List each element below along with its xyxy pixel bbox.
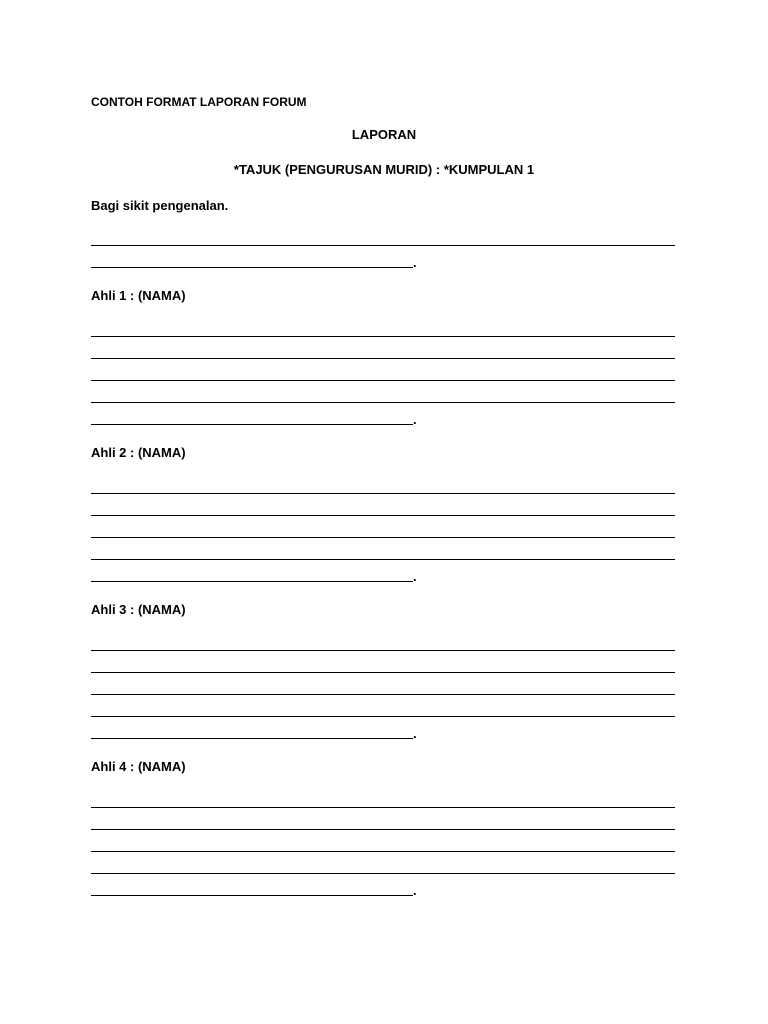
member-4-heading: Ahli 4 : (NAMA) (91, 759, 186, 774)
intro-line-period: . (413, 255, 417, 270)
member-4-line-end (91, 895, 413, 896)
member-2-line (91, 493, 675, 494)
member-1-line (91, 380, 675, 381)
member-1-line (91, 402, 675, 403)
member-1-heading: Ahli 1 : (NAMA) (91, 288, 186, 303)
member-1-line-end (91, 424, 413, 425)
member-3-line (91, 650, 675, 651)
member-1-line (91, 336, 675, 337)
intro-line (91, 245, 675, 246)
member-4-line (91, 851, 675, 852)
document-label: CONTOH FORMAT LAPORAN FORUM (91, 95, 307, 109)
member-2-line-end (91, 581, 413, 582)
member-4-line-period: . (413, 883, 417, 898)
member-2-line-period: . (413, 569, 417, 584)
member-1-line (91, 358, 675, 359)
member-3-heading: Ahli 3 : (NAMA) (91, 602, 186, 617)
member-2-line (91, 515, 675, 516)
member-3-line (91, 672, 675, 673)
member-3-line-end (91, 738, 413, 739)
member-3-line (91, 694, 675, 695)
member-2-line (91, 559, 675, 560)
report-title: LAPORAN (351, 127, 417, 142)
member-1-line-period: . (413, 412, 417, 427)
report-subtitle: *TAJUK (PENGURUSAN MURID) : *KUMPULAN 1 (233, 162, 535, 177)
member-4-line (91, 807, 675, 808)
member-2-heading: Ahli 2 : (NAMA) (91, 445, 186, 460)
member-4-line (91, 829, 675, 830)
member-3-line-period: . (413, 726, 417, 741)
intro-line-end (91, 267, 413, 268)
intro-prompt: Bagi sikit pengenalan. (91, 198, 229, 213)
member-2-line (91, 537, 675, 538)
member-4-line (91, 873, 675, 874)
member-3-line (91, 716, 675, 717)
